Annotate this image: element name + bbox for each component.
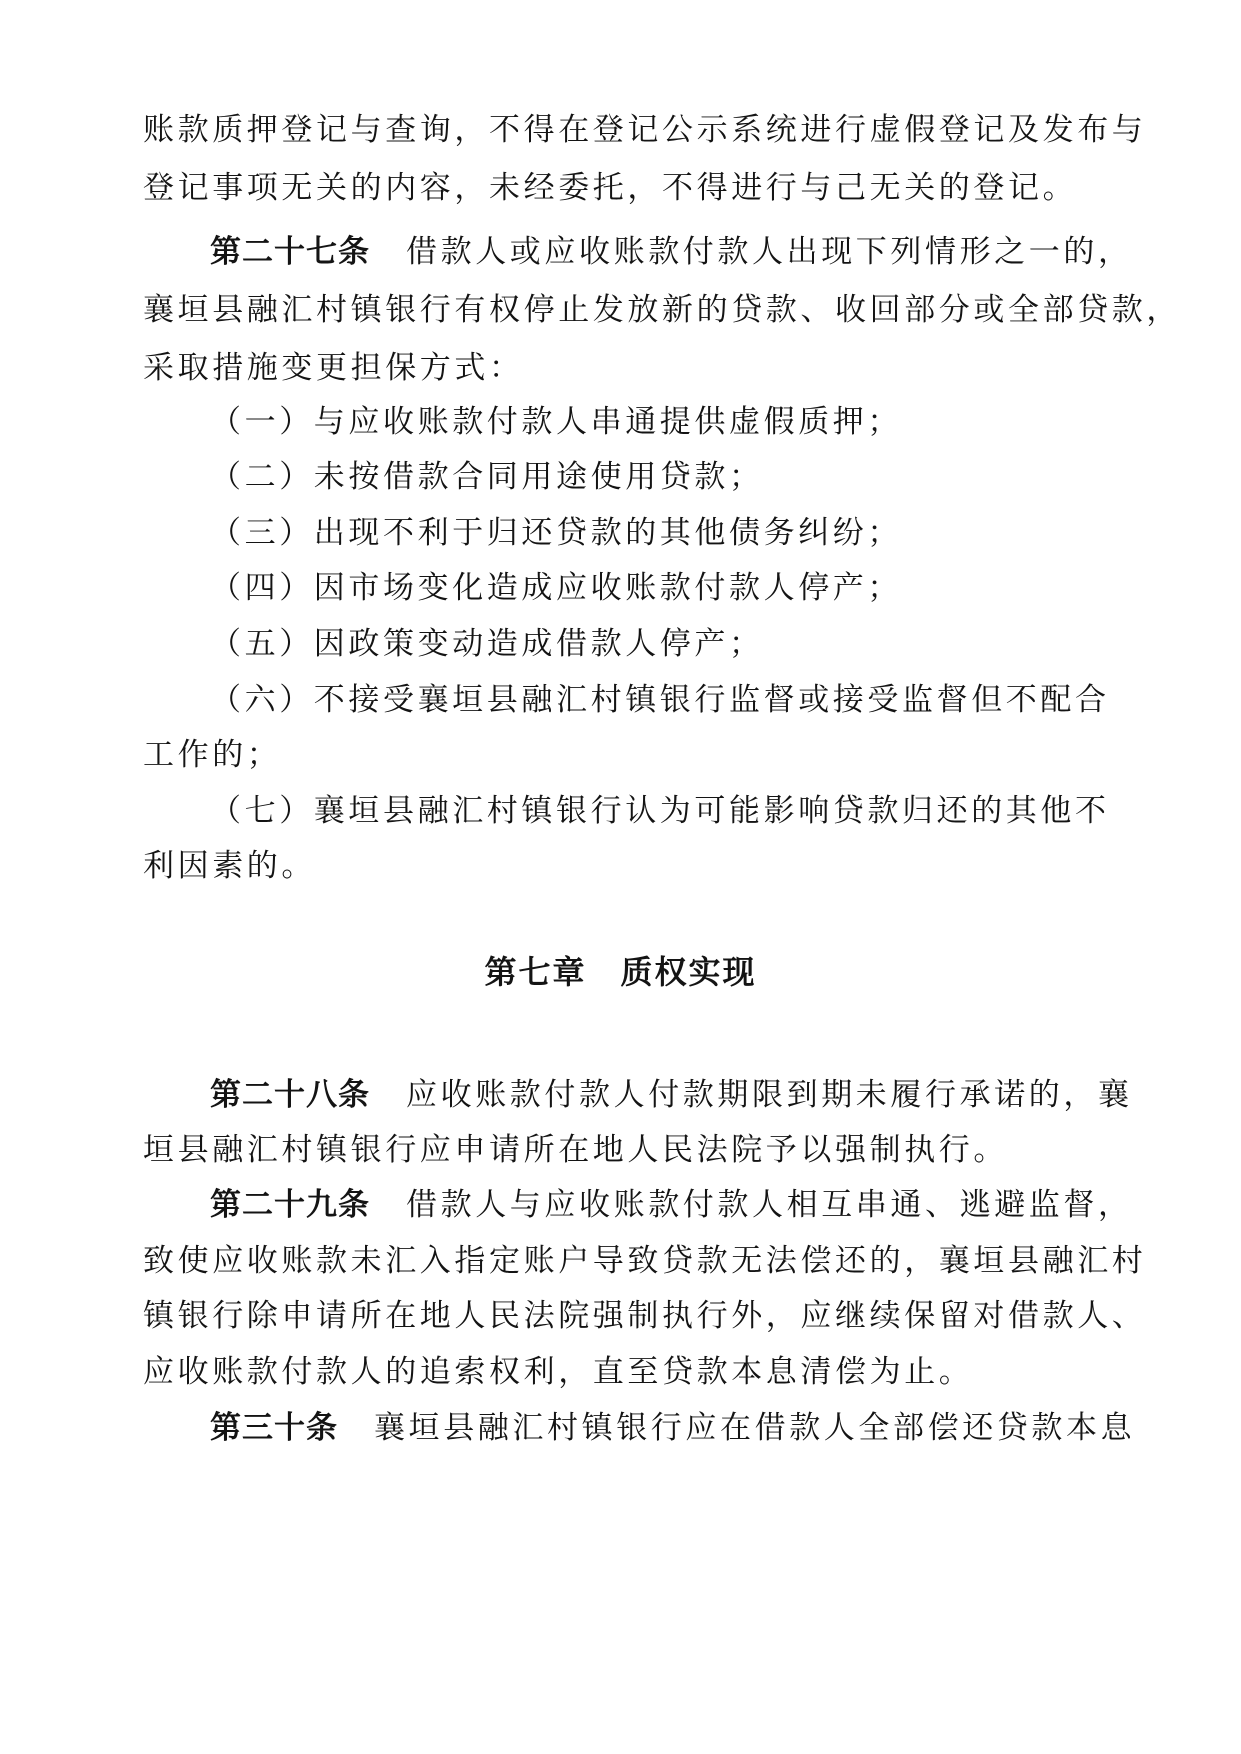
article-29-text: 借款人与应收账款付款人相互串通、逃避监督，: [406, 1187, 1133, 1223]
paragraph-line: 账款质押登记与查询，不得在登记公示系统进行虚假登记及发布与: [143, 112, 1147, 148]
chapter-heading: [0, 950, 1241, 994]
list-item: （二）未按借款合同用途使用贷款；: [210, 459, 764, 495]
list-item-continuation: 利因素的。: [143, 848, 316, 884]
chapter-number: 第七章: [484, 953, 587, 991]
paragraph-line: 登记事项无关的内容，未经委托，不得进行与己无关的登记。: [143, 170, 1078, 206]
article-28-number: 第二十八条: [210, 1077, 370, 1113]
article-29-number: 第二十九条: [210, 1187, 370, 1223]
article-27-number: 第二十七条: [210, 234, 370, 270]
list-item-continuation: 工作的；: [143, 737, 282, 773]
list-item: （七）襄垣县融汇村镇银行认为可能影响贷款归还的其他不: [210, 793, 1110, 829]
article-27-line-1: [210, 232, 1133, 272]
paragraph-line: 垣县融汇村镇银行应申请所在地人民法院予以强制执行。: [143, 1132, 1008, 1168]
paragraph-line: 致使应收账款未汇入指定账户导致贷款无法偿还的，襄垣县融汇村: [143, 1243, 1147, 1279]
article-29-line-1: [210, 1185, 1133, 1225]
list-item: （三）出现不利于归还贷款的其他债务纠纷；: [210, 515, 902, 551]
list-item: （四）因市场变化造成应收账款付款人停产；: [210, 570, 902, 606]
list-item: （五）因政策变动造成借款人停产；: [210, 626, 764, 662]
paragraph-line: 镇银行除申请所在地人民法院强制执行外，应继续保留对借款人、: [143, 1298, 1147, 1334]
article-28-text: 应收账款付款人付款期限到期未履行承诺的，襄: [406, 1077, 1133, 1113]
chapter-title: 质权实现: [620, 953, 757, 991]
article-30-text: 襄垣县融汇村镇银行应在借款人全部偿还贷款本息: [374, 1410, 1136, 1446]
article-27-text: 借款人或应收账款付款人出现下列情形之一的，: [406, 234, 1133, 270]
article-28-line-1: [210, 1075, 1133, 1115]
paragraph-line: 采取措施变更担保方式：: [143, 350, 524, 386]
article-30-number: 第三十条: [210, 1410, 338, 1446]
paragraph-line: 应收账款付款人的追索权利，直至贷款本息清偿为止。: [143, 1354, 974, 1390]
paragraph-line: 襄垣县融汇村镇银行有权停止发放新的贷款、收回部分或全部贷款，: [143, 292, 1181, 328]
list-item: （六）不接受襄垣县融汇村镇银行监督或接受监督但不配合: [210, 682, 1110, 718]
list-item: （一）与应收账款付款人串通提供虚假质押；: [210, 404, 902, 440]
article-30-line-1: [210, 1408, 1136, 1448]
